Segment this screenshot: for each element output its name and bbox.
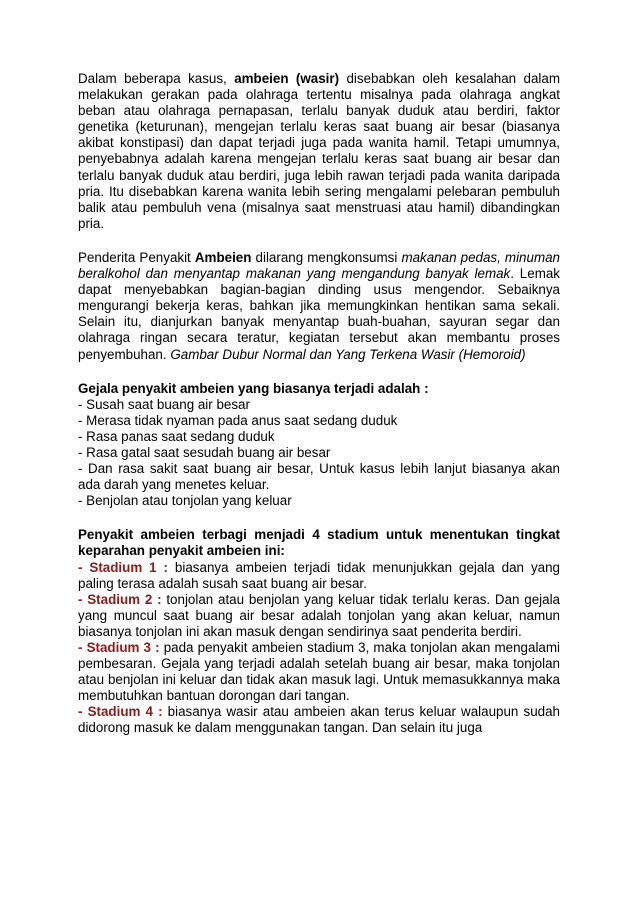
stages-section (78, 527, 560, 736)
document-page (78, 71, 560, 737)
bold-term: Ambeien (194, 249, 252, 265)
stage-label: - Stadium 4 : (78, 704, 163, 720)
symptoms-heading: Gejala penyakit ambeien yang biasanya terjadi adalah : (78, 380, 429, 396)
list-item: - Benjolan atau tonjolan yang keluar (78, 493, 292, 509)
paragraph-prohibitions (78, 250, 560, 363)
italic-caption: Gambar Dubur Normal dan Yang Terkena Wasir (Hemoroid) (170, 346, 526, 362)
bold-term: ambeien (wasir) (234, 71, 340, 86)
stage-label: - Stadium 1 : (78, 559, 168, 575)
italic-text: makanan pedas, minuman beralkohol dan menyantap makanan yang mengandung banyak lemak (78, 249, 560, 282)
stage-text: biasanya ambeien terjadi tidak menunjukkan gejala dan yang paling terasa adalah susah saat buang air besar. (78, 559, 560, 591)
text: . Lemak dapat menyebabkan bagian-bagian dinding usus mengendor. Sebaiknya mengurangi bekerja keras, bahkan jika memungkinkan hentikan sama sekali. Selain itu, dianjurkan banyak menyantap buah-buahan, sayuran segar dan olahraga ringan secara teratur, kegiatan tersebut akan membantu proses penyembuhan. (78, 266, 560, 362)
stage-label: - Stadium 2 : (78, 591, 162, 607)
symptoms-section (78, 381, 560, 510)
paragraph-causes (78, 71, 560, 232)
stage-item (78, 704, 560, 736)
stages-heading: Penyakit ambeien terbagi menjadi 4 stadium untuk menentukan tingkat keparahan penyakit ambeien ini: (78, 527, 560, 559)
stage-text: pada penyakit ambeien stadium 3, maka tonjolan akan mengalami pembesaran. Gejala yang terjadi adalah setelah buang air besar, maka tonjolan atau benjolan ini keluar dan tidak akan masuk lagi. Untuk memasukkannya maka membutuhkan bantuan dorongan dari tangan. (78, 640, 560, 704)
stage-text: biasanya wasir atau ambeien akan terus keluar walaupun sudah didorong masuk ke dalam menggunakan tangan. Dan selain itu juga (78, 704, 560, 736)
stage-label: - Stadium 3 : (78, 640, 160, 655)
list-item: - Rasa panas saat sedang duduk (78, 428, 275, 444)
text: dilarang mengkonsumsi (251, 249, 402, 265)
text: Penderita Penyakit (78, 249, 195, 265)
stage-item (78, 592, 560, 640)
stage-item (78, 640, 560, 704)
stage-text: tonjolan atau benjolan yang keluar tidak terlalu keras. Dan gejala yang muncul saat buang air besar adalah tonjolan yang akan keluar, namun biasanya tonjolan ini akan masuk dengan sendirinya saat penderita berdiri. (78, 591, 560, 639)
list-item: - Merasa tidak nyaman pada anus saat sedang duduk (78, 412, 398, 428)
text: Dalam beberapa kasus, (78, 71, 235, 86)
list-item: - Susah saat buang air besar (78, 396, 250, 412)
stage-item (78, 560, 560, 592)
list-item: - Dan rasa sakit saat buang air besar, Untuk kasus lebih lanjut biasanya akan ada darah yang menetes keluar. (78, 461, 560, 493)
list-item: - Rasa gatal saat sesudah buang air besar (78, 444, 331, 460)
text: disebabkan oleh kesalahan dalam melakukan gerakan pada olahraga tertentu misalnya pada olahraga angkat beban atau olahraga pernapasan, terlalu banyak duduk atau berdiri, faktor genetika (keturunan), mengejan terlalu keras saat buang air besar (biasanya akibat konstipasi) dan dapat terjadi juga pada wanita hamil. Tetapi umumnya, penyebabnya adalah karena mengejan terlalu keras saat buang air besar dan terlalu banyak duduk atau berdiri, juga lebih rawan terjadi pada wanita daripada pria. Itu disebabkan karena wanita lebih sering mengalami pelebaran pembuluh balik atau pembuluh vena (misalnya saat menstruasi atau hamil) dibandingkan pria. (78, 71, 560, 231)
